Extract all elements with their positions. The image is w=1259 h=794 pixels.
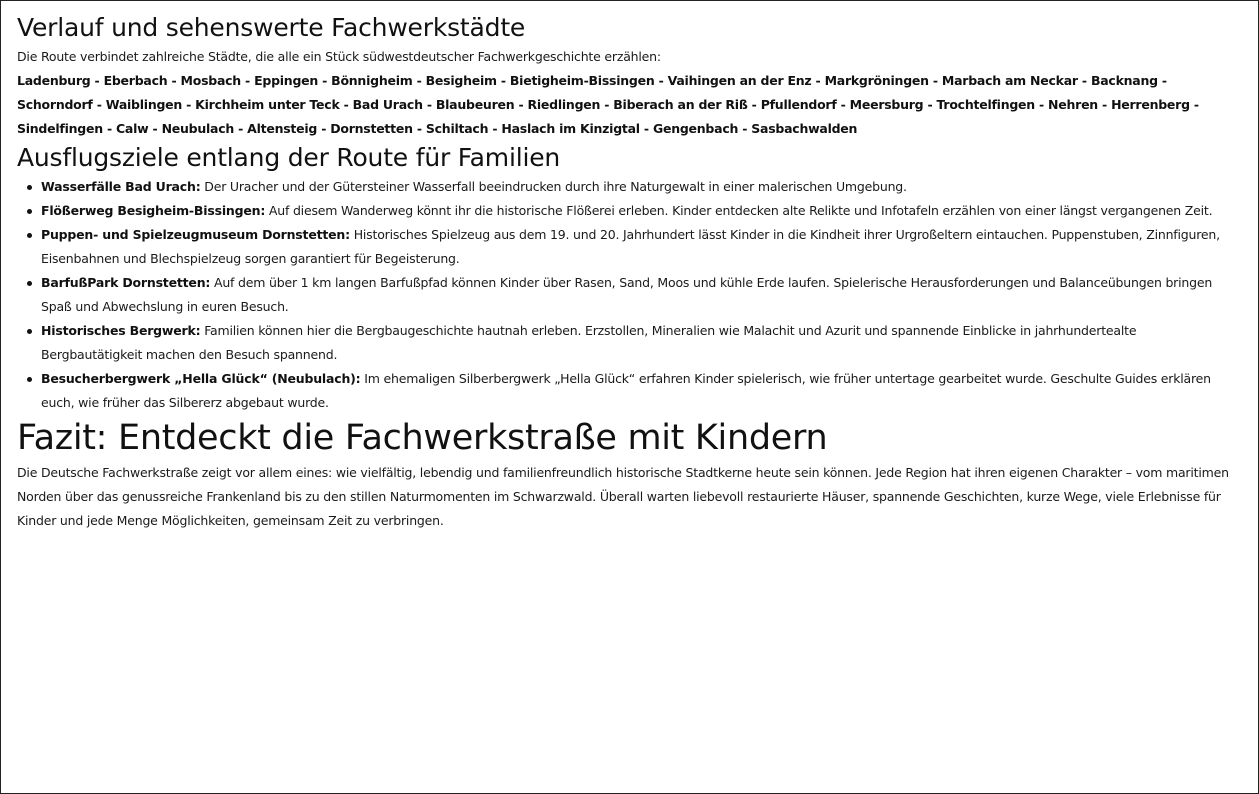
list-item-description: Familien können hier die Bergbaugeschichte hautnah erleben. Erzstollen, Mineralien wie Malachit und Azurit und spannende Einblicke in jahrhundertealte Bergbautätigkeit machen den Besuch spannend. xyxy=(41,323,1137,362)
list-item xyxy=(41,175,1232,199)
list-item-description: Der Uracher und der Gütersteiner Wasserfall beeindrucken durch ihre Naturgewalt in einer malerischen Umgebung. xyxy=(200,179,907,194)
list-item xyxy=(41,271,1232,319)
fazit-heading: Fazit: Entdeckt die Fachwerkstraße mit Kindern xyxy=(17,418,828,458)
list-item xyxy=(41,319,1232,367)
list-item-title: Flößerweg Besigheim-Bissingen: xyxy=(41,203,266,218)
list-item-title: BarfußPark Dornstetten: xyxy=(41,275,211,290)
list-item xyxy=(41,367,1232,415)
route-intro-paragraph: Die Route verbindet zahlreiche Städte, die alle ein Stück südwestdeutscher Fachwerkgeschichte erzählen: xyxy=(17,49,661,64)
list-item-description: Historisches Spielzeug aus dem 19. und 20. Jahrhundert lässt Kinder in die Kindheit ihrer Urgroßeltern eintauchen. Puppenstuben, Zinnfiguren, Eisenbahnen und Blechspielzeug sorgen garantiert für Begeisterung. xyxy=(41,227,1220,266)
article-content xyxy=(17,11,1232,533)
section-heading-route: Verlauf und sehenswerte Fachwerkstädte xyxy=(17,13,526,42)
list-item-title: Besucherbergwerk „Hella Glück“ (Neubulach): xyxy=(41,371,361,386)
list-item xyxy=(41,199,1232,223)
city-list-paragraph: Ladenburg - Eberbach - Mosbach - Eppingen - Bönnigheim - Besigheim - Bietigheim-Bissingen - Vaihingen an der Enz - Markgröningen - Marbach am Neckar - Backnang - Schorndorf - Waiblingen - Kirchheim unter Teck - Bad Urach - Blaubeuren - Riedlingen - Biberach an der Riß - Pfullendorf - Meersburg - Trochtelfingen - Nehren - Herrenberg - Sindelfingen - Calw - Neubulach - Altensteig - Dornstetten - Schiltach - Haslach im Kinzigtal - Gengenbach - Sasbachwalden xyxy=(17,73,1199,136)
section-heading-family-destinations: Ausflugsziele entlang der Route für Familien xyxy=(17,143,561,172)
list-item-title: Puppen- und Spielzeugmuseum Dornstetten: xyxy=(41,227,350,242)
list-item-title: Historisches Bergwerk: xyxy=(41,323,201,338)
fazit-paragraph: Die Deutsche Fachwerkstraße zeigt vor allem eines: wie vielfältig, lebendig und familienfreundlich historische Stadtkerne heute sein können. Jede Region hat ihren eigenen Charakter – vom maritimen Norden über das genussreiche Frankenland bis zu den stillen Naturmomenten im Schwarzwald. Überall warten liebevoll restaurierte Häuser, spannende Geschichten, kurze Wege, viele Erlebnisse für Kinder und jede Menge Möglichkeiten, gemeinsam Zeit zu verbringen. xyxy=(17,465,1229,528)
list-item-description: Auf dem über 1 km langen Barfußpfad können Kinder über Rasen, Sand, Moos und kühle Erde laufen. Spielerische Herausforderungen und Balanceübungen bringen Spaß und Abwechslung in euren Besuch. xyxy=(41,275,1213,314)
list-item-title: Wasserfälle Bad Urach: xyxy=(41,179,201,194)
list-item-description: Auf diesem Wanderweg könnt ihr die historische Flößerei erleben. Kinder entdecken alte Relikte und Infotafeln erzählen von einer längst vergangenen Zeit. xyxy=(265,203,1213,218)
list-item-description: Im ehemaligen Silberbergwerk „Hella Glück“ erfahren Kinder spielerisch, wie früher untertage gearbeitet wurde. Geschulte Guides erklären euch, wie früher das Silbererz abgebaut wurde. xyxy=(41,371,1211,410)
list-item xyxy=(41,223,1232,271)
family-destinations-list xyxy=(17,175,1232,415)
